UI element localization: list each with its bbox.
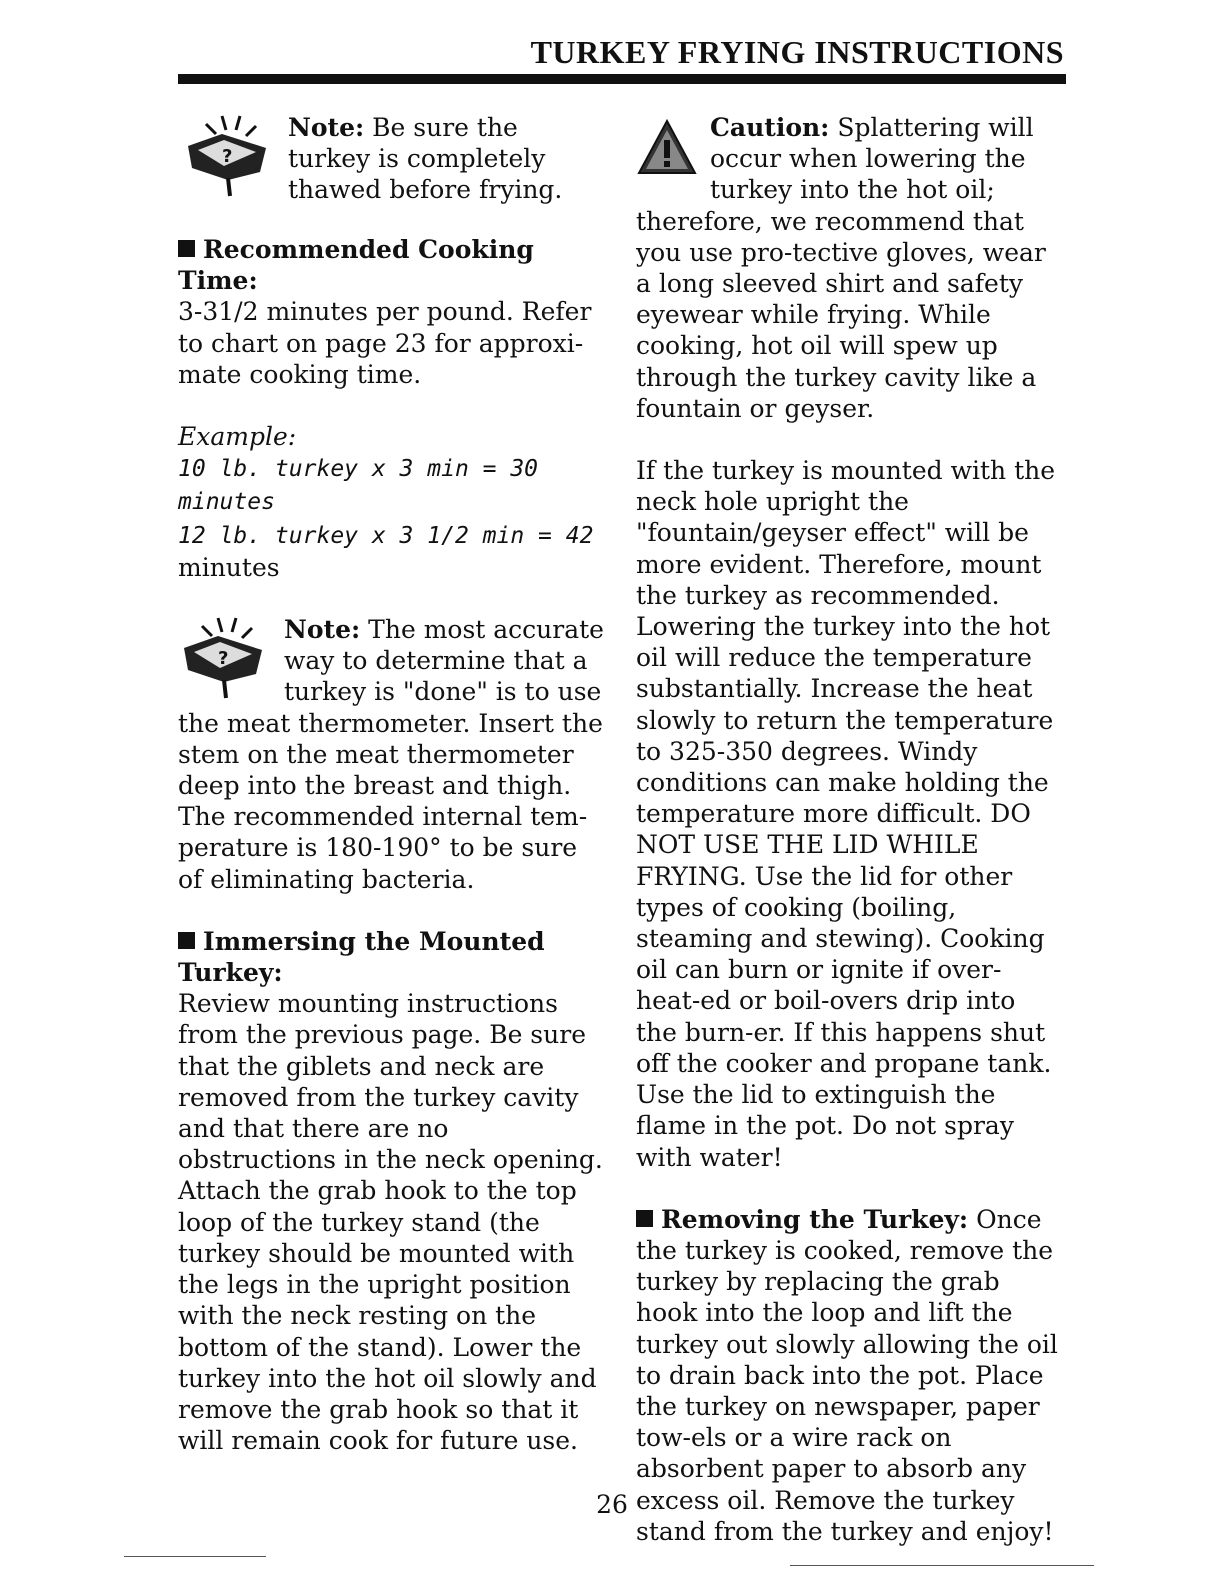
immersing-section [178,926,606,1456]
meat-thermometer-note-icon [182,114,276,204]
cooking-time-text: 3-31/2 minutes per pound. Refer to chart on page 23 for approxi-mate cooking time. [178,297,592,389]
note-thermometer [178,614,606,895]
removing-heading: Removing the Turkey: [661,1204,969,1234]
bullet-square-icon [636,1210,653,1227]
left-column [178,112,606,1487]
note-label: Note: [288,113,365,142]
mounting-paragraph: If the turkey is mounted with the neck hole upright the "fountain/geyser effect" will be more evident. Therefore, mount the turkey as recommended. Lowering the turkey into the hot oil will reduce the temperature substantially. Increase the heat slowly to return the temperature to 325-350 degrees. Windy conditions can make holding the temperature more difficult. DO NOT USE THE LID WHILE FRYING. Use the lid for other types of cooking (boiling, steaming and stewing). Cooking oil can burn or ignite if over-heat-ed or boil-overs drip into the burn-er. If this happens shut off the cooker and propane tank. Use the lid to extinguish the flame in the pot. Do not spray with water! [636,456,1056,1172]
bullet-square-icon [178,932,195,949]
meat-thermometer-note-icon [178,616,272,706]
note-label: Note: [284,615,361,645]
bullet-square-icon [178,240,195,257]
cooking-time-section [178,234,606,390]
cooking-time-heading: Recommended Cooking Time: [178,235,534,296]
page-number: 26 [596,1490,628,1519]
svg-text:?: ? [222,146,233,167]
example-line-3: minutes [178,552,280,582]
caution-text: Splattering will occur when lowering the turkey into the hot oil; therefore, we recommend that you use pro-tective gloves, wear a long sleeved shirt and safety eyewear while frying. While cooking, hot oil will spew up through the turkey cavity like a fountain or geyser. [636,113,1046,423]
note-text: The most accurate way to determine that a turkey is "done" is to use the meat thermometer. Insert the stem on the meat thermometer deep into the breast and thigh. The recommended internal tem-perature is 180-190° to be sure of eliminating bacteria. [178,615,604,894]
note-text: Be sure the turkey is completely thawed before frying. [288,113,563,205]
example-line-2: 12 lb. turkey x 3 1/2 min = 42 [178,522,594,549]
warning-triangle-icon [636,118,698,176]
footer-rule-right [790,1565,1094,1566]
example-section [178,421,606,583]
example-line-1: 10 lb. turkey x 3 min = 30 minutes [178,456,539,516]
svg-text:?: ? [218,648,229,670]
example-label: Example: [178,422,297,452]
caution-section [636,112,1064,424]
caution-label: Caution: [710,113,830,142]
right-column [636,112,1064,1578]
header-rule [178,74,1066,84]
footer-rule-left [124,1556,266,1557]
removing-text: Once the turkey is cooked, remove the turkey by replacing the grab hook into the loop and lift the turkey out slowly allowing the oil to drain back into the pot. Place the turkey on newspaper, paper tow-els or a wire rack on absorbent paper to absorb any excess oil. Remove the turkey stand from the turkey and enjoy! [636,1204,1058,1546]
page-title: TURKEY FRYING INSTRUCTIONS [530,34,1064,70]
note-thawed [178,112,606,206]
immersing-text: Review mounting instructions from the previous page. Be sure that the giblets and neck are removed from the turkey cavity and that there are no obstructions in the neck opening. Attach the grab hook to the top loop of the turkey stand (the turkey should be mounted with the legs in the upright position with the neck resting on the bottom of the stand). Lower the turkey into the hot oil slowly and remove the grab hook so that it will remain cook for future use. [178,989,603,1456]
immersing-heading: Immersing the Mounted Turkey: [178,926,545,988]
